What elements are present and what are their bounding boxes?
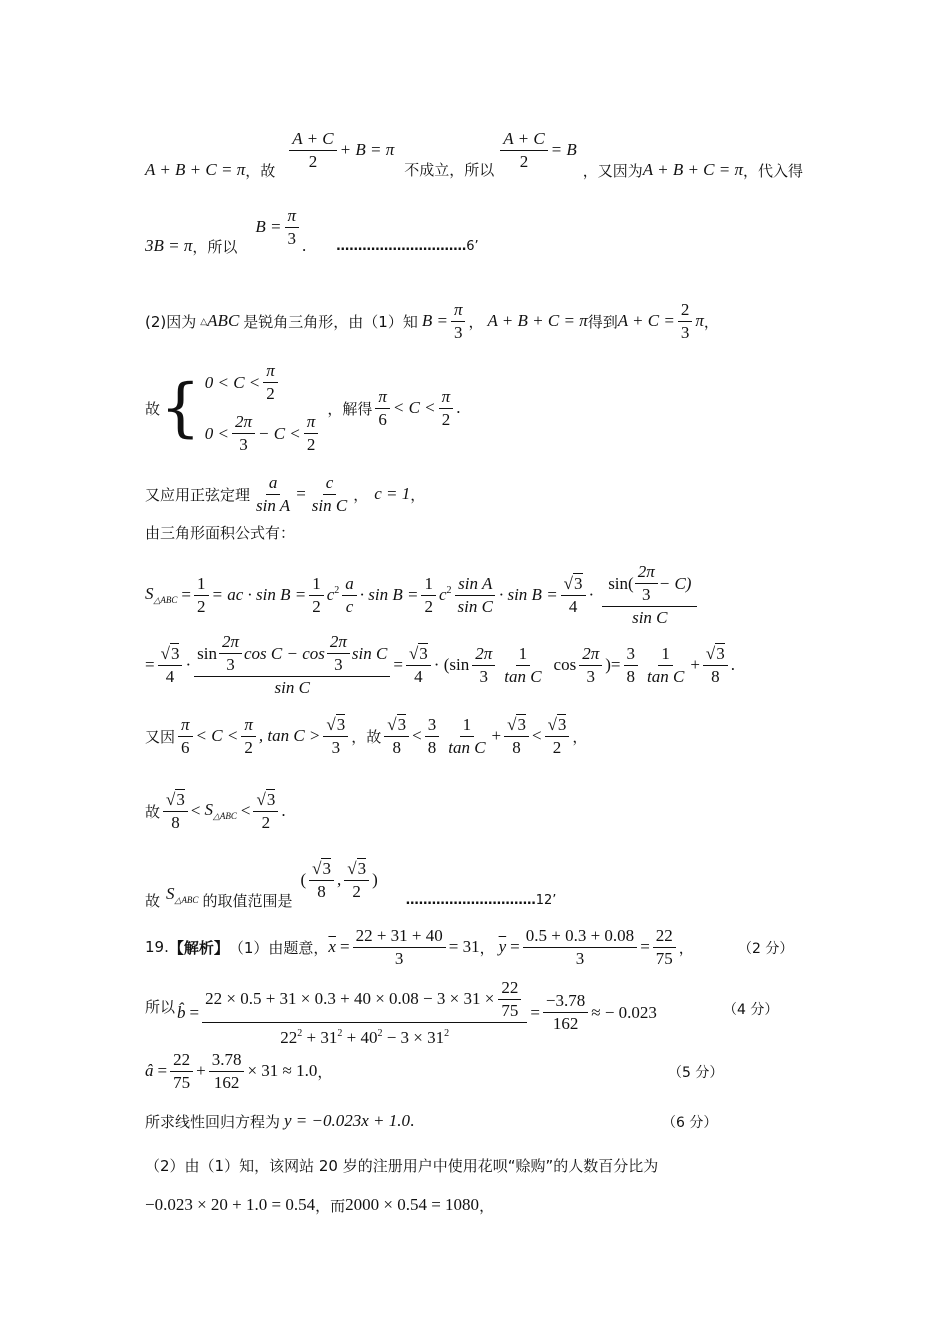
b-eq: B =: [255, 217, 282, 236]
zhengxian: 又应用正弦定理: [145, 485, 251, 504]
frac-pi-3: $\frac{\pi}{3}$: [285, 207, 300, 248]
score-5: （5 分）: [668, 1065, 724, 1081]
line-fanwei: 故 $S_{\triangle ABC}$ 的取值范围是 ( √3 8 , √3 2 ) ………………………… 12’: [145, 858, 557, 910]
inequality-system: 0 < C < π 2 0 < 2π 3 − C < π 2: [205, 362, 322, 454]
line-q19-calc: −0.023 × 20 + 1.0 = 0.54 ，而 2000 × 0.54 = 1080 ，: [145, 1195, 495, 1215]
line-q19-a: â = $\frac{22}{75}$ + $\frac{3.78}{162}$ × 31 ≈ 1.0 ，: [145, 1049, 333, 1092]
text-bu-cheng-li: 不成立，所以: [404, 160, 495, 179]
abc-sum-2: A + B + C = π: [642, 160, 744, 179]
line-youyin: 又因 π 6 < C < π 2 , tan C > √3 3 ，故 √3 8 < 3 8 1 tan C + $\frac{√3}{8}$ < √3 2 ，: [145, 714, 588, 757]
text-you-yin-wei: ，又因为: [582, 161, 643, 180]
line-q19-b: 所以 b̂ = 22 × 0.5 + 31 × 0.3 + 40 × 0.08 − 3 × 31 × $\frac{22}{75}$ $22^2 + 31^2 + 40^2 - 3 \times 31^2$ = $\frac{-3.78}{162}$ ≈ − 0.023: [145, 977, 657, 1047]
line-q19-reg: 所求线性回归方程为 y = −0.023x + 1.0 .: [145, 1111, 415, 1131]
text-suo-yi: ，所以: [192, 237, 238, 256]
line-q19-1: 19. 【解析】 （1）由题意， $\overline{x}$ = $\frac{22 + 31 + 40}{3}$ = 31 ， $\overline{y}$ = $\frac{0.5 + 0.3 + 0.08}{3}$ = $\frac{22}{75}$ ，: [145, 925, 694, 968]
line-2: 3B = π ，所以 B = $\frac{\pi}{3}$ . ………………………… 6’: [145, 205, 479, 256]
text-dai-ru-de: ，代入得: [743, 161, 804, 180]
tri-abc: ABC: [207, 311, 240, 330]
three-b-pi: 3B = π: [145, 236, 193, 255]
score-6: （6 分）: [662, 1115, 718, 1131]
line-q19-p2: （2）由（1）知，该网站 20 岁的注册用户中使用花呗“赊购”的人数百分比为: [145, 1157, 659, 1175]
frac-apc-2b: $\frac{A + C}{2}$: [500, 130, 547, 171]
line-3: (2)因为 △ ABC 是锐角三角形，由（1）知 B = $\frac{\pi}{3}$ ， A + B + C = π 得到 A + C = $\frac{2}{3}$ π ，: [145, 299, 719, 342]
p2-intro: (2)因为: [145, 312, 197, 331]
eq-b: = B: [550, 140, 577, 159]
line-sine-law: 又应用正弦定理 $\frac{a}{\text{sin A}}$ = $\frac{c}{\text{sin C}}$ ， c = 1 ，: [145, 472, 426, 515]
line-mianji: 由三角形面积公式有：: [145, 524, 296, 542]
abc-sum: A + B + C = π: [145, 160, 246, 179]
line-system: 故 { 0 < C < π 2 0 < 2π 3 − C < π 2 ，解得 π 6 < C < π 2 .: [145, 361, 461, 454]
plus-b-pi: + B = π: [339, 140, 395, 159]
dots-12: …………………………: [405, 892, 536, 908]
b-eq-2: B =: [421, 311, 448, 330]
line-gu-s: 故 √3 8 < $S_{\triangle ABC}$ < √3 2 .: [145, 789, 286, 832]
line-area-2: = $\frac{√3}{4}$ · sin 2π 3 cos C − cos 2π 3 sin C sin C = $\frac{√3}{4}$ · (sin 2π 3 1 tan C cos 2π 3 )= $\frac{3}{8}$ 1 tan C + $\frac{√3}{8}$ .: [145, 632, 735, 697]
frac-apc-2: A + C 2: [289, 130, 336, 171]
line-area-1: $S_{\triangle ABC}$ = $\frac{1}{2}$ = ac · sin B = $\frac{1}{2}$ $c^2$ a c · sin B = $\frac{1}{2}$ $c^2$ sin A sin C · sin B = $\frac{√3}{4}$ · sin( 2π 3 − C) sin C: [145, 560, 700, 630]
abc-sum-3: A + B + C = π: [487, 311, 588, 330]
p2-ruijiao: 是锐角三角形，由（1）知: [243, 312, 418, 331]
mark-12: 12’: [535, 892, 557, 908]
jiede: ，解得: [327, 399, 373, 418]
frac-2-3: $\frac{2}{3}$: [678, 301, 693, 342]
dots-6: …………………………: [336, 238, 467, 254]
frac-pi-3b: $\frac{\pi}{3}$: [451, 301, 466, 342]
gu2: 故: [145, 399, 161, 418]
score-4: （4 分）: [723, 1002, 779, 1018]
line-1: [145, 128, 803, 198]
mark-6: 6’: [466, 238, 479, 254]
apc-eq: A + C =: [617, 311, 675, 330]
score-2: （2 分）: [738, 941, 794, 957]
text-gu: ，故: [245, 161, 276, 180]
p2-dedao: 得到: [587, 312, 618, 331]
